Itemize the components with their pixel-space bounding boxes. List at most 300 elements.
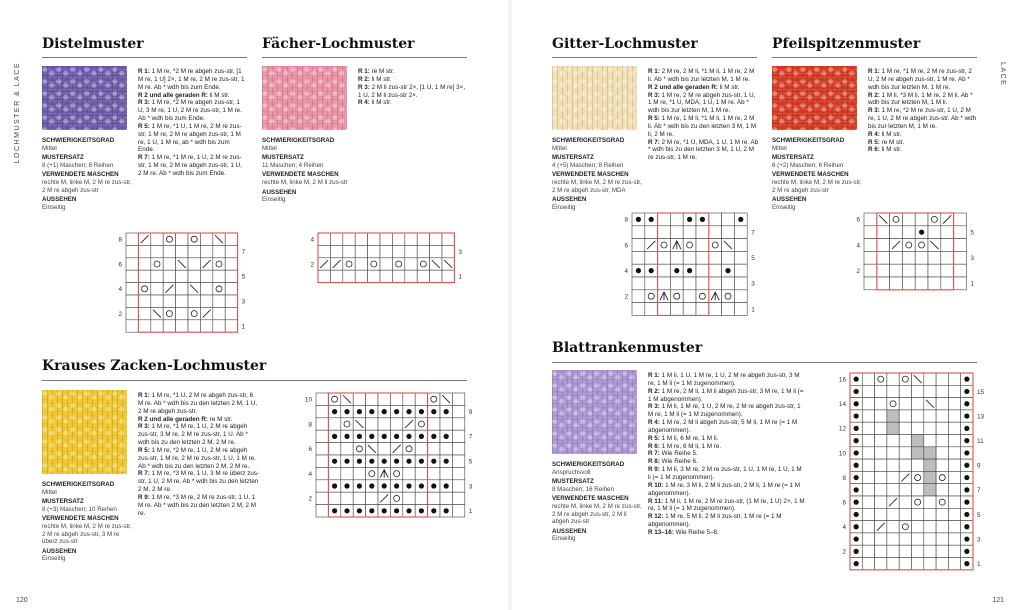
chart-cell [452,418,464,430]
chart-cell [632,226,645,239]
row-label: R 5: [868,138,880,146]
chart-cell [948,558,960,570]
purl-dot [964,536,969,541]
chart-cell [924,496,936,508]
difficulty-label: SCHWIERIGKEITSGRAD [42,137,115,144]
chart-cell [890,264,903,277]
row-text: re M str. [369,68,395,75]
chart-cell [368,233,380,245]
purl-dot [419,483,424,488]
chart-cell [417,245,429,257]
section-title: Blattrankenmuster [552,340,703,356]
stitches-value: rechte M, linke M, 2 M li zus-str [262,178,348,186]
yarn-over-symbol [166,236,172,242]
swatch-photo-faecher [262,66,347,130]
chart-cell [415,492,427,504]
chapter-tab-left: LOCHMUSTER & LACE [14,62,21,164]
repeat-label: MUSTERSATZ [42,154,84,162]
row-number-odd: 5 [751,255,755,263]
chart-cell [924,435,936,447]
row-number-even: 4 [842,524,846,532]
row-number-even: 10 [304,396,312,404]
repeat-label: MUSTERSATZ [262,154,304,162]
repeat-value: 11 Maschen; 4 Reihen [262,161,324,169]
chart-cell [415,393,427,405]
purl-dot [854,512,859,517]
chart-cell [862,435,874,447]
chart-svg [618,212,761,316]
chart-svg [836,372,987,571]
row-text: 2 M re, *1 U, MDA, 1 U, 1 M re. Ab * wdh bis zu den letzten 3 M, 1 U, 2 M re zus-str, 1 M re. [648,138,759,162]
instruction-row [648,435,806,443]
chart-cell [683,251,696,264]
chart-cell [440,492,452,504]
chart-cell [875,508,887,520]
chart-cell [353,492,365,504]
row-label: R 1: [358,68,370,75]
yarn-over-symbol [332,396,338,402]
chart-svg [302,392,479,518]
chart-cell [316,480,328,492]
chart-cell [428,418,440,430]
chart-cell [126,245,138,257]
row-text: li M str. [207,91,230,99]
chart-cell [734,251,747,264]
chart-cell [936,484,948,496]
chart-cell [936,422,948,434]
instruction-row [358,84,466,100]
chart-cell [936,435,948,447]
chart-cell [875,545,887,557]
row-label: R 2: [868,91,880,99]
chart-zacken [302,392,479,518]
purl-dot [431,459,436,464]
row-text: 1 M li, *3 M li, 1 M re, 2 M li. Ab * wdh bis zur letzten M, 1 M li. [868,91,973,107]
chart-cell [645,303,658,316]
purl-dot [964,487,969,492]
purl-dot [964,500,969,505]
chart-cell [924,459,936,471]
chart-cell [864,277,877,290]
chart-cell [875,496,887,508]
chart-cell [875,385,887,397]
purl-dot [964,377,969,382]
look-value: Einseitig [42,203,66,211]
chart-cell [887,545,899,557]
chart-cell [948,484,960,496]
chart-cell [200,283,212,295]
row-number-odd: 7 [977,487,981,495]
purl-dot [332,409,337,414]
chart-cell [415,467,427,479]
chart-cell [862,545,874,557]
purl-dot [964,463,969,468]
chart-cell [948,447,960,459]
chart-cell [912,410,924,422]
row-text: 1 M re, *1 M re, 1 U, 2 M re zus-str, 1 M re, 2 M re abgeh zus-str, 1 U, 2 M re. Ab * wdh bis zum Ende. [138,154,242,177]
purl-dot [357,508,362,513]
row-label: R 9: [648,466,660,474]
difficulty-value: Mittel [552,144,567,152]
difficulty-label: SCHWIERIGKEITSGRAD [262,137,335,144]
chart-cell [948,545,960,557]
purl-dot [394,409,399,414]
chart-cell [452,443,464,455]
title-rule [552,362,977,363]
purl-dot [344,434,349,439]
purl-dot [964,512,969,517]
row-label: R 4: [868,130,880,138]
title-rule [772,57,977,58]
chart-cell [405,233,417,245]
row-number-odd: 1 [977,560,981,568]
chart-cell [864,264,877,277]
chart-cell [430,233,442,245]
chart-cell [417,270,429,282]
row-number-even: 8 [842,474,846,482]
repeat-label: MUSTERSATZ [552,478,594,486]
chart-cell [213,245,225,257]
chart-cell [683,277,696,290]
instructions-zacken [138,392,260,518]
stitches-value: rechte M, linke M, 2 M re zus-str, 2 M re abgeh zus-str, 3 M re überz zus-str [42,522,132,546]
row-number-odd: 9 [977,462,981,470]
chart-cell [899,410,911,422]
chart-cell [877,277,890,290]
purl-dot [406,434,411,439]
chart-cell [645,277,658,290]
chart-cell [355,270,367,282]
chart-cell [670,303,683,316]
chart-cell [176,307,188,319]
section-faecher-lochmuster [262,36,415,52]
purl-dot [419,409,424,414]
chart-cell [948,533,960,545]
chart-cell [380,270,392,282]
chart-svg [112,232,252,333]
chart-cell [318,245,330,257]
chart-cell [390,418,402,430]
repeat-label: MUSTERSATZ [552,154,594,162]
chart-cell [862,471,874,483]
chart-cell [948,422,960,434]
row-text: Wie Reihe 6. [659,458,698,466]
chart-cell [875,558,887,570]
chart-cell [864,226,877,239]
stitches-value: rechte M, linke M, 2 M re zus-str, 2 M re abgeh zus-str [772,178,862,194]
chart-cell [887,533,899,545]
chart-cell [890,277,903,290]
chart-cell [912,521,924,533]
purl-dot [332,508,337,513]
purl-dot [382,508,387,513]
purl-dot [854,450,859,455]
yarn-over-symbol [346,261,352,267]
chart-cell [658,277,671,290]
chart-cell [936,385,948,397]
chart-cell [936,545,948,557]
chart-cell [378,443,390,455]
chart-cell [213,295,225,307]
page-number-right: 121 [992,597,1004,604]
row-label: R 4: [648,419,660,427]
chart-cell [722,213,735,226]
chart-cell [954,277,967,290]
purl-dot [369,483,374,488]
row-number-even: 14 [838,401,846,409]
row-number-even: 8 [624,216,628,224]
chart-cell [862,398,874,410]
chart-cell [862,447,874,459]
swatch-photo-zacken [42,390,127,474]
purl-dot [344,508,349,513]
chart-cell [316,467,328,479]
chart-cell [200,320,212,332]
chart-cell [452,430,464,442]
chart-cell [213,307,225,319]
purl-dot [332,434,337,439]
chart-cell [343,270,355,282]
row-number-odd: 11 [977,437,984,445]
purl-dot [431,483,436,488]
chart-cell [902,264,915,277]
instruction-row [648,84,760,92]
chart-cell [341,467,353,479]
chart-cell [403,467,415,479]
chart-cell [887,558,899,570]
row-number-even: 4 [856,242,860,250]
chart-cell [341,443,353,455]
row-label: R 12: [648,513,664,521]
chart-cell [403,393,415,405]
chart-cell [709,226,722,239]
chart-cell [213,320,225,332]
row-text: 1 M re, 2 M li abgeh zus-str, 5 M li, 1 M re (= 1 M abgenommen). [648,419,798,434]
chart-cell [316,455,328,467]
chart-cell [924,521,936,533]
chart-cell [417,233,429,245]
chart-cell [355,245,367,257]
chart-cell [353,467,365,479]
row-label: R 1: [138,68,150,75]
chart-cell [936,508,948,520]
section-title: Pfeilspitzenmuster [772,36,921,52]
chart-cell [415,443,427,455]
row-text: 1 M li, 3 M re, 2 M re zus-str, 1 U, 1 M re, 1 U, 1 M li (= 1 M zugenommen). [648,466,802,481]
title-rule [42,57,247,58]
chart-cell [734,264,747,277]
row-label: R 3: [868,107,880,115]
row-label: R 3: [358,83,370,91]
stitches-label: VERWENDETE MASCHEN [552,171,629,179]
section-krauses-zacken-lochmuster [42,358,266,374]
info-block-gitter [552,137,642,213]
row-text: li M str. [879,130,902,138]
chart-svg [304,232,468,284]
row-text: 1 M re, *3 M re, 2 M re zus-str, 1 U, 1 M re. Ab * wdh bis zu den letzten 2 M, 2 M re. [138,493,256,517]
chart-cell [151,270,163,282]
row-number-odd: 9 [468,408,473,416]
chart-cell [163,295,175,307]
row-number-odd: 3 [458,248,462,256]
chart-cell [928,251,941,264]
row-text: 1 M re, *1 U, 1 M re, 2 M re zus-str, 1 M re, 2 M re abgeh zus-str, 1 M re, 1 U, 1 M re, ab * wdh bis zum Ende. [138,122,242,154]
chart-cell [355,233,367,245]
chart-cell [328,443,340,455]
row-label: R 5: [648,115,660,123]
chart-cell [912,508,924,520]
chart-cell [151,320,163,332]
purl-dot [369,508,374,513]
yarn-over-symbol [420,261,426,267]
chart-cell [138,307,150,319]
purl-dot [419,434,424,439]
chart-cell [176,283,188,295]
purl-dot [394,459,399,464]
instruction-row [648,443,806,451]
chart-cell [440,467,452,479]
instructions-faecher [358,68,466,107]
chart-cell [890,251,903,264]
instruction-row [648,92,760,116]
page-number-left: 120 [16,597,28,604]
row-number-odd: 5 [468,458,473,466]
chart-cell [912,533,924,545]
stitches-value: rechte M, linke M, 2 M re zus-str, 2 M re abgeh zus-str [42,178,132,194]
chart-cell [452,467,464,479]
chart-cell [875,410,887,422]
instruction-row [138,68,246,92]
chart-cell [734,277,747,290]
purl-dot [636,268,641,273]
chart-cell [954,239,967,252]
chart-cell [696,303,709,316]
purl-dot [382,409,387,414]
row-text: re M str. [879,138,905,146]
chart-cell [428,443,440,455]
instructions-pfeil [868,68,978,154]
chart-cell [696,251,709,264]
chart-cell [954,251,967,264]
section-blattrankenmuster [552,340,702,356]
chart-cell [343,245,355,257]
stitches-label: VERWENDETE MASCHEN [262,171,339,179]
chart-cell [316,443,328,455]
chart-cell [948,398,960,410]
instruction-row [868,92,978,108]
row-number-odd: 3 [468,483,473,491]
chart-cell [899,558,911,570]
chart-cell [912,459,924,471]
chart-cell [316,393,328,405]
purl-dot [738,217,743,222]
chart-cell [176,233,188,245]
chart-cell [877,239,890,252]
chart-cell [392,233,404,245]
purl-dot [444,459,449,464]
chart-cell [442,245,454,257]
row-text: 1 M re, 1 M li, *1 M li, 1 M re, 2 M li. Ab * wdh bis zu den letzten 3 M, 1 M li, 2 M re. [648,115,757,138]
title-rule [262,57,467,58]
chart-cell [225,307,237,319]
chart-cell [188,270,200,282]
instruction-row [648,68,760,84]
chart-cell [899,447,911,459]
chart-cell [428,492,440,504]
row-label: R 3: [138,423,150,431]
chart-cell [915,264,928,277]
chart-cell [670,277,683,290]
purl-dot [725,268,730,273]
chart-cell [709,277,722,290]
row-label: R 8: [648,458,660,466]
chart-cell [176,245,188,257]
purl-dot [649,217,654,222]
chart-cell [452,492,464,504]
yarn-over-symbol [394,495,400,501]
look-value: Einseitig [772,203,796,211]
chart-cell [915,251,928,264]
row-label: R 5: [138,446,150,454]
row-text: 1 M re, *2 M re abgeh zus-str, [1 M re, 1 U] 2×, 1 M re, 2 M re zus-str, 1 M re. Ab * wdh bis zum Ende. [138,68,245,91]
row-number-odd: 13 [977,413,985,421]
yarn-over-symbol [893,216,899,222]
look-label: AUSSEHEN [42,547,77,555]
row-text: 2 M re, 2 M li, *1 M li, 1 M re, 2 M li. Ab * wdh bis zur letzten M, 1 M re. [648,68,755,83]
chart-cell [670,251,683,264]
purl-dot [444,409,449,414]
row-label: R 10: [648,481,664,489]
purl-dot [332,483,337,488]
purl-dot [854,377,859,382]
chart-svg [850,212,980,291]
chart-cell [954,226,967,239]
row-number-even: 6 [308,446,312,454]
purl-dot [382,434,387,439]
row-label: R 9: [138,493,150,501]
chart-cell [722,251,735,264]
chart-grid [850,373,973,570]
purl-dot [394,508,399,513]
chart-cell [877,264,890,277]
chart-cell [899,484,911,496]
row-label: R 2: [358,75,370,83]
yarn-over-symbol [154,261,160,267]
row-number-even: 4 [310,236,314,244]
chart-cell [899,435,911,447]
row-number-even: 12 [838,425,846,433]
chart-cell [941,264,954,277]
purl-dot [431,508,436,513]
row-number-even: 2 [842,548,846,556]
purl-dot [854,413,859,418]
chart-cell [316,418,328,430]
purl-dot [382,483,387,488]
chart-cell [380,245,392,257]
chart-cell [912,398,924,410]
purl-dot [854,426,859,431]
chart-cell [632,290,645,303]
chart-cell [722,277,735,290]
row-number-even: 2 [118,310,122,318]
chart-cell [225,320,237,332]
chart-cell [862,508,874,520]
difficulty-value: Mittel [772,144,787,152]
title-rule [42,380,467,381]
row-number-even: 2 [624,293,628,301]
chart-cell [862,422,874,434]
row-label: R 13–16: [648,528,674,536]
